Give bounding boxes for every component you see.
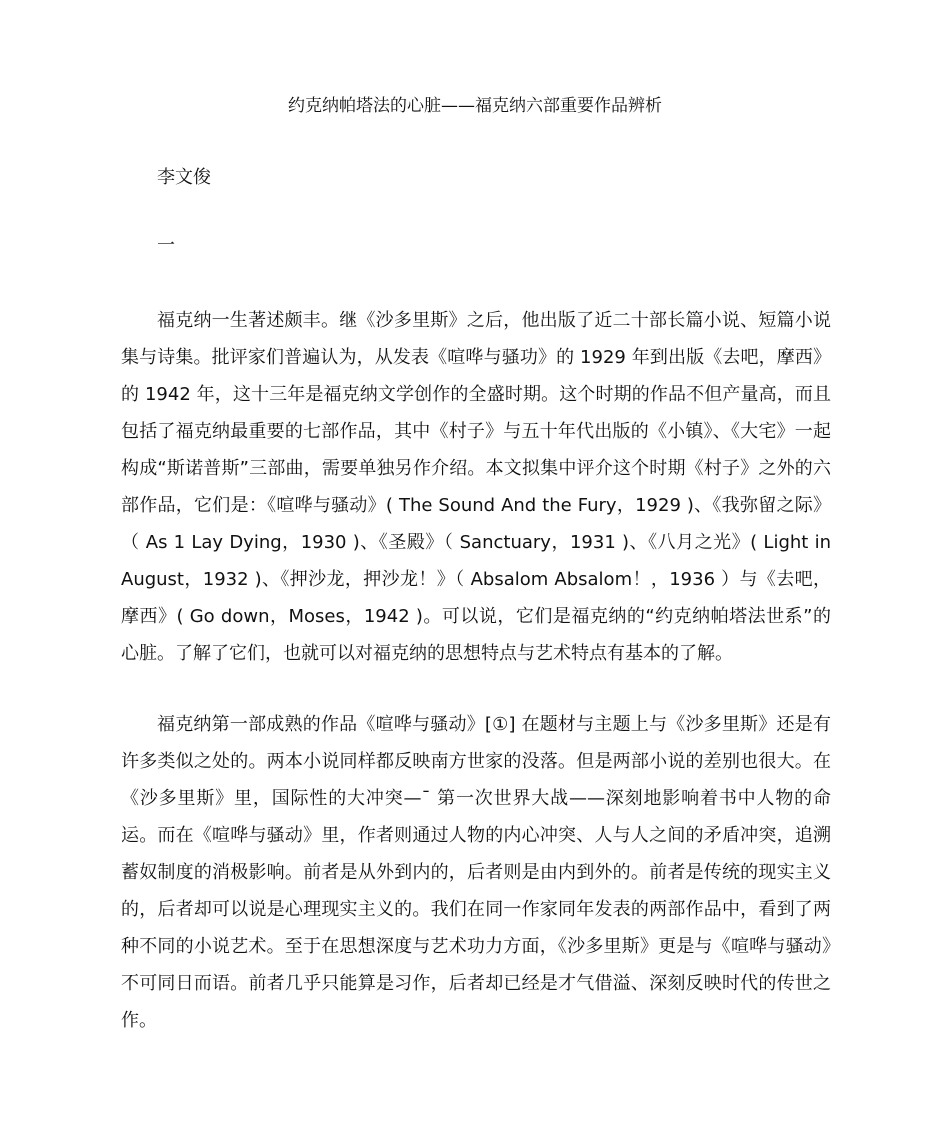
document-title: 约克纳帕塔法的心脏——福克纳六部重要作品辨析 (288, 96, 662, 116)
section-number: 一 (157, 235, 175, 256)
paragraph-2: 福克纳第一部成熟的作品《喧哗与骚动》[①] 在题材与主题上与《沙多里斯》还是有许多类似之处的。两本小说同样都反映南方世家的没落。但是两部小说的差别也很大。在《沙多里斯》里，国际性的大冲突—¯ 第一次世界大战——深刻地影响着书中人物的命运。而在《喧哗与骚动》里，作者则通过人物的内心冲突、人与人之间的矛盾冲突，追溯蓄奴制度的消极影响。前者是从外到内的，后者则是由内到外的。前者是传统的现实主义的，后者却可以说是心理现实主义的。我们在同一作家同年发表的两部作品中，看到了两种不同的小说艺术。至于在思想深度与艺术功力方面，《沙多里斯》更是与《喧哗与骚动》不可同日而语。前者几乎只能算是习作，后者却已经是才气借溢、深刻反映时代的传世之作。 (121, 714, 831, 1031)
author-name: 李文俊 (157, 167, 211, 188)
paragraph-1: 福克纳一生著述颇丰。继《沙多里斯》之后，他出版了近二十部长篇小说、短篇小说集与诗集。批评家们普遍认为，从发表《喧哗与骚功》的 1929 年到出版《去吧，摩西》的 1942 年，这十三年是福克纳文学创作的全盛时期。这个时期的作品不但产量高，而且包括了福克纳最重要的七部作品，其中《村子》与五十年代出版的《小镇》、《大宅》一起构成“斯诺普斯”三部曲，需要单独另作介绍。本文拟集中评介这个时期《村子》之外的六部作品，它们是：《喧哗与骚动》( The Sound And the Fury，1929 )、《我弥留之际》（ As 1 Lay Dying，1930 )、《圣殿》（ Sanctuary，1931 )、《八月之光》( Light in August，1932 )、《押沙龙，押沙龙！》（ Absalom Absalom！，1936 ）与《去吧，摩西》( Go down，Moses，1942 )。可以说，它们是福克纳的“约克纳帕塔法世系”的心脏。了解了它们，也就可以对福克纳的思想特点与艺术特点有基本的了解。 (121, 310, 831, 664)
